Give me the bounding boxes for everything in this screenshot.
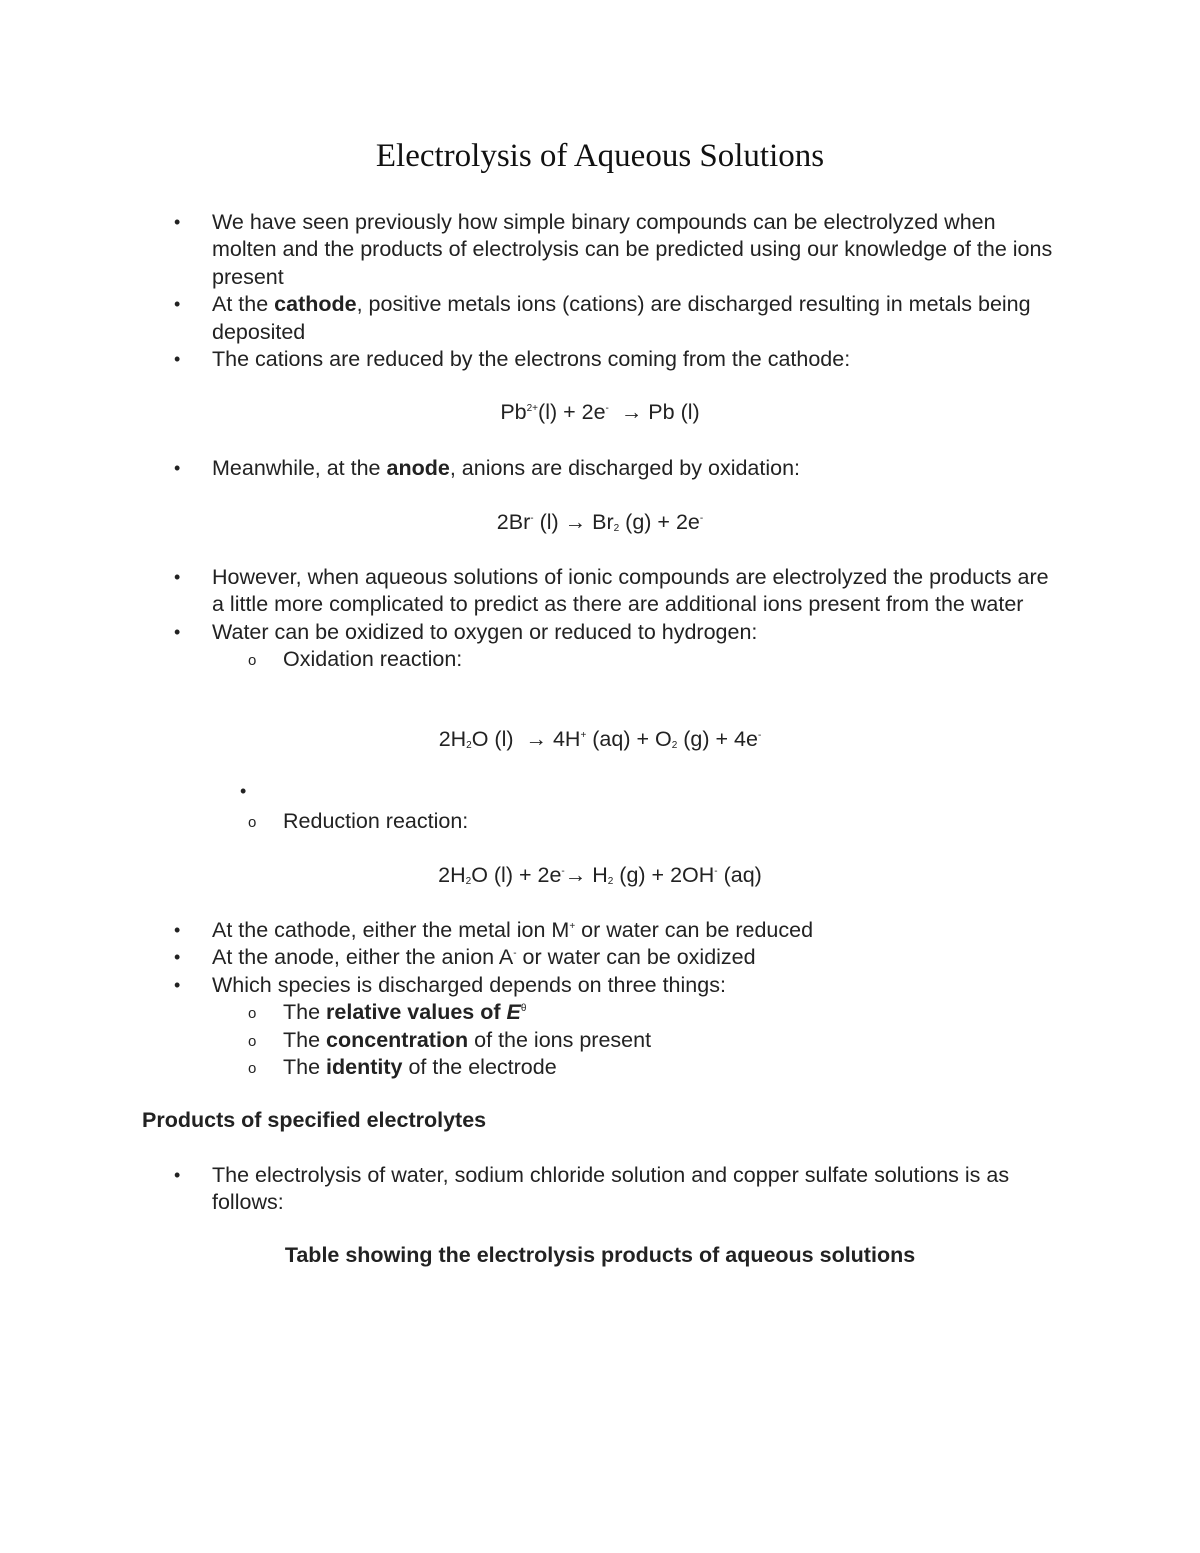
list-item [0,619,1058,646]
eq-superscript: + [580,730,587,741]
item-text: The [283,1055,327,1080]
item-superscript: - [513,948,517,960]
item-text: of the ions present [468,1027,652,1052]
eq-superscript: - [699,513,704,524]
bullet-icon: • [174,212,181,232]
sub-bullet-icon: o [248,1005,257,1023]
list-item [0,917,1058,944]
sub-list-item [0,1027,1058,1054]
eq-part: O (l) → 4H [471,727,581,751]
bullet-list-4 [0,808,1200,835]
item-text: or water can be reduced [575,918,814,942]
bullet-icon: • [174,974,181,995]
eq-part: (g) + 2e [619,510,700,534]
item-superscript: + [569,921,576,932]
equation-water-oxidation [0,727,1200,752]
item-text: The [283,1027,327,1052]
list-item [0,209,1058,291]
eq-part: 2H [438,863,466,887]
eq-part: 2H [438,727,467,751]
bullet-list-5 [0,917,1200,1081]
eq-subscript: 2 [465,876,472,887]
list-item [0,455,1058,482]
eq-part: (g) + 4e [677,727,758,751]
item-superscript: θ [520,1003,527,1015]
bullet-icon: • [174,621,181,642]
item-text: The electrolysis of water, sodium chloride solution and copper sulfate solutions is as follows: [212,1163,1010,1215]
eq-superscript: - [757,730,762,741]
eq-superscript: - [530,513,534,524]
eq-part: → Pb (l) [608,400,700,424]
table-caption: Table showing the electrolysis products of aqueous solutions [284,1243,916,1267]
item-text: At the cathode, either the metal ion M [212,918,570,942]
item-bold-term: relative values of [326,1000,507,1025]
list-item [0,944,1058,971]
eq-part: O (l) + 2e [471,863,562,887]
eq-subscript: 2 [671,740,678,751]
bullet-icon: • [174,294,181,315]
document-title: Electrolysis of Aqueous Solutions [375,138,825,174]
eq-superscript: - [605,403,609,414]
sub-list-item [0,1054,1058,1081]
eq-part: 2Br [496,510,531,534]
item-symbol: E [506,1000,521,1025]
item-bold-term: cathode [274,292,357,317]
item-text: However, when aqueous solutions of ionic compounds are electrolyzed the products are a little more complicated to predict as there are additional ions present from the water [212,565,1049,617]
item-bold-term: concentration [326,1027,469,1052]
item-text: At the anode, either the anion A [212,945,514,970]
bullet-list-6 [0,1162,1200,1217]
eq-superscript: - [561,866,565,877]
empty-bullet-icon: • [240,781,247,801]
item-text: We have seen previously how simple binary compounds can be electrolyzed when molten and the products of electrolysis can be predicted using our knowledge of the ions present [212,210,1053,289]
sub-bullet-icon: o [248,1060,257,1078]
item-text: , positive metals ions (cations) are discharged resulting in metals being deposited [212,292,1031,344]
eq-part: (l) + 2e [538,400,606,424]
eq-part: (l) → Br [533,510,614,534]
item-text: Oxidation reaction: [283,647,463,672]
item-text: of the electrode [402,1055,557,1080]
list-item [0,346,1058,373]
item-text: , anions are discharged by oxidation: [449,456,801,480]
equation-water-reduction [0,863,1200,888]
sub-bullet-icon: o [248,652,257,670]
bullet-icon: • [174,567,181,587]
sub-list-item [0,646,1058,673]
section-heading: Products of specified electrolytes [142,1108,487,1132]
item-text: The cations are reduced by the electrons coming from the cathode: [212,347,851,372]
item-bold-term: identity [326,1055,403,1080]
bullet-icon: • [174,349,181,370]
bullet-icon: • [174,1165,181,1185]
bullet-list-3 [0,564,1200,674]
item-text: Which species is discharged depends on three things: [212,972,726,997]
equation-anode-bromine [0,510,1200,535]
eq-part: → H [564,863,608,887]
bullet-list-1 [0,209,1200,373]
list-item [0,291,1058,346]
eq-part: (g) + 2OH [613,863,715,887]
eq-subscript: 2 [607,876,614,887]
item-bold-term: anode [386,456,450,480]
item-text: Meanwhile, at the [212,456,387,480]
sub-bullet-icon: o [248,814,257,831]
list-item [0,564,1058,619]
item-text: The [283,1000,327,1025]
eq-subscript: 2 [466,740,472,751]
item-text: Reduction reaction: [283,809,469,833]
item-text: or water can be oxidized [516,945,756,970]
list-item [0,972,1058,999]
bullet-icon: • [174,920,181,940]
sub-bullet-icon: o [248,1032,257,1050]
eq-subscript: 2 [613,523,620,534]
eq-superscript: 2+ [526,403,539,414]
eq-part: (aq) + O [586,727,672,751]
bullet-icon: • [174,947,181,968]
sub-list-item [0,808,1058,835]
eq-part: Pb [500,400,527,424]
eq-part: (aq) [717,863,762,887]
eq-superscript: - [714,866,718,877]
bullet-icon: • [174,458,181,478]
sub-list-item [0,999,1058,1026]
item-text: Water can be oxidized to oxygen or reduced to hydrogen: [212,619,758,644]
item-text: At the [212,292,275,317]
list-item [0,1162,1058,1217]
equation-cathode-lead [0,400,1200,425]
bullet-list-2 [0,455,1200,482]
